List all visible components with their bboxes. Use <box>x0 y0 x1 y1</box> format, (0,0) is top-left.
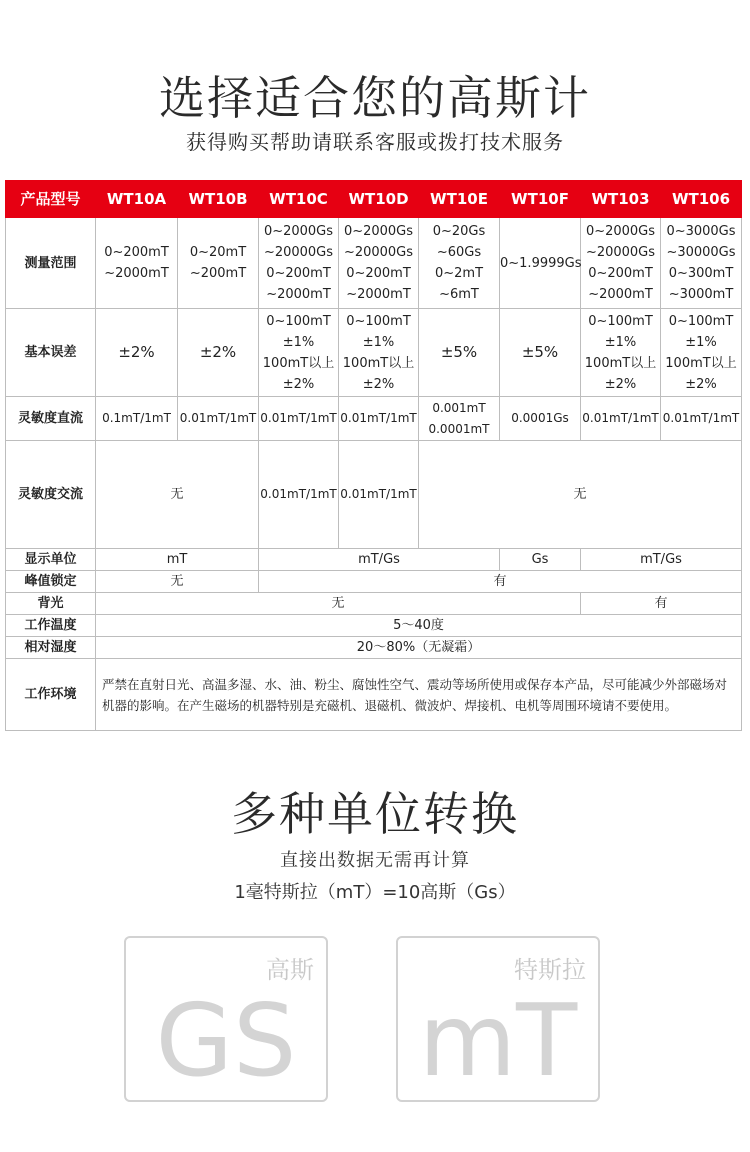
table-cell: 无 <box>96 571 259 593</box>
table-cell: 0~3000Gs ~30000Gs 0~300mT ~3000mT <box>661 218 742 309</box>
unit-card-label: 特斯拉 <box>514 956 586 984</box>
model-name: WT10F <box>500 181 581 218</box>
table-cell: 0.01mT/1mT <box>178 397 259 441</box>
table-row <box>6 593 742 615</box>
table-row <box>6 615 742 637</box>
table-cell: 0.01mT/1mT <box>581 397 661 441</box>
table-cell: 0~2000Gs ~20000Gs 0~200mT ~2000mT <box>259 218 339 309</box>
table-cell: ±5% <box>500 309 581 397</box>
unit-card-symbol: GS <box>155 982 297 1099</box>
table-cell: 0.001mT 0.0001mT <box>419 397 500 441</box>
table-cell: 有 <box>259 571 742 593</box>
table-row <box>6 441 742 549</box>
section-subtitle: 直接出数据无需再计算 <box>280 850 470 871</box>
table-row <box>6 309 742 397</box>
table-cell: ±2% <box>96 309 178 397</box>
unit-card-gauss <box>124 936 328 1102</box>
table-row <box>6 397 742 441</box>
table-cell: 20～80%（无凝霜） <box>96 637 742 659</box>
model-name: WT10B <box>178 181 259 218</box>
table-cell: 0~2000Gs ~20000Gs 0~200mT ~2000mT <box>339 218 419 309</box>
page-title: 选择适合您的高斯计 <box>159 71 591 125</box>
table-cell: ±5% <box>419 309 500 397</box>
table-cell: 0~20mT ~200mT <box>178 218 259 309</box>
table-cell: ±2% <box>178 309 259 397</box>
table-cell: 0.1mT/1mT <box>96 397 178 441</box>
table-header-row <box>6 181 742 218</box>
row-label-sens-dc: 灵敏度直流 <box>6 397 96 441</box>
model-name: WT10D <box>339 181 419 218</box>
table-row <box>6 637 742 659</box>
table-row <box>6 659 742 731</box>
unit-card-tesla <box>396 936 600 1102</box>
table-cell: 0~20Gs ~60Gs 0~2mT ~6mT <box>419 218 500 309</box>
header-label: 产品型号 <box>6 181 96 218</box>
row-label-sens-ac: 灵敏度交流 <box>6 441 96 549</box>
table-cell: 严禁在直射日光、高温多湿、水、油、粉尘、腐蚀性空气、震动等场所使用或保存本产品，尽可能减少外部磁场对机器的影响。在产生磁场的机器特别是充磁机、退磁机、微波炉、焊接机、电机等周围环境请不要使用。 <box>96 659 742 731</box>
table-cell: 5～40度 <box>96 615 742 637</box>
table-cell: 0~100mT ±1% 100mT以上 ±2% <box>259 309 339 397</box>
model-name: WT10C <box>259 181 339 218</box>
table-cell: 0.01mT/1mT <box>339 397 419 441</box>
row-label-humidity: 相对湿度 <box>6 637 96 659</box>
row-label-unit: 显示单位 <box>6 549 96 571</box>
table-row <box>6 549 742 571</box>
table-cell: 0~2000Gs ~20000Gs 0~200mT ~2000mT <box>581 218 661 309</box>
unit-card-symbol: mT <box>418 982 578 1099</box>
table-cell: 0~100mT ±1% 100mT以上 ±2% <box>661 309 742 397</box>
table-cell: 0~100mT ±1% 100mT以上 ±2% <box>581 309 661 397</box>
table-cell: 0.01mT/1mT <box>661 397 742 441</box>
model-name: WT106 <box>661 181 742 218</box>
table-cell: 有 <box>581 593 742 615</box>
conversion-formula: 1毫特斯拉（mT）=10高斯（Gs） <box>234 882 516 903</box>
table-cell: mT <box>96 549 259 571</box>
spec-table <box>5 180 742 731</box>
table-cell: 0~200mT ~2000mT <box>96 218 178 309</box>
table-cell: 0.01mT/1mT <box>339 441 419 549</box>
table-cell: 无 <box>96 441 259 549</box>
row-label-env: 工作环境 <box>6 659 96 731</box>
model-name: WT10A <box>96 181 178 218</box>
table-cell: 无 <box>96 593 581 615</box>
table-row <box>6 571 742 593</box>
model-name: WT103 <box>581 181 661 218</box>
table-cell: mT/Gs <box>581 549 742 571</box>
table-cell: 无 <box>419 441 742 549</box>
table-cell: 0~100mT ±1% 100mT以上 ±2% <box>339 309 419 397</box>
row-label-temp: 工作温度 <box>6 615 96 637</box>
model-name: WT10E <box>419 181 500 218</box>
page-subtitle: 获得购买帮助请联系客服或拨打技术服务 <box>186 130 564 154</box>
table-cell: Gs <box>500 549 581 571</box>
table-cell: 0~1.9999Gs <box>500 218 581 309</box>
unit-card-label: 高斯 <box>266 956 314 984</box>
table-cell: 0.0001Gs <box>500 397 581 441</box>
table-row <box>6 218 742 309</box>
table-cell: mT/Gs <box>259 549 500 571</box>
row-label-error: 基本误差 <box>6 309 96 397</box>
table-cell: 0.01mT/1mT <box>259 397 339 441</box>
row-label-backlight: 背光 <box>6 593 96 615</box>
row-label-range: 测量范围 <box>6 218 96 309</box>
row-label-peak: 峰值锁定 <box>6 571 96 593</box>
table-cell: 0.01mT/1mT <box>259 441 339 549</box>
section-title: 多种单位转换 <box>231 787 519 841</box>
